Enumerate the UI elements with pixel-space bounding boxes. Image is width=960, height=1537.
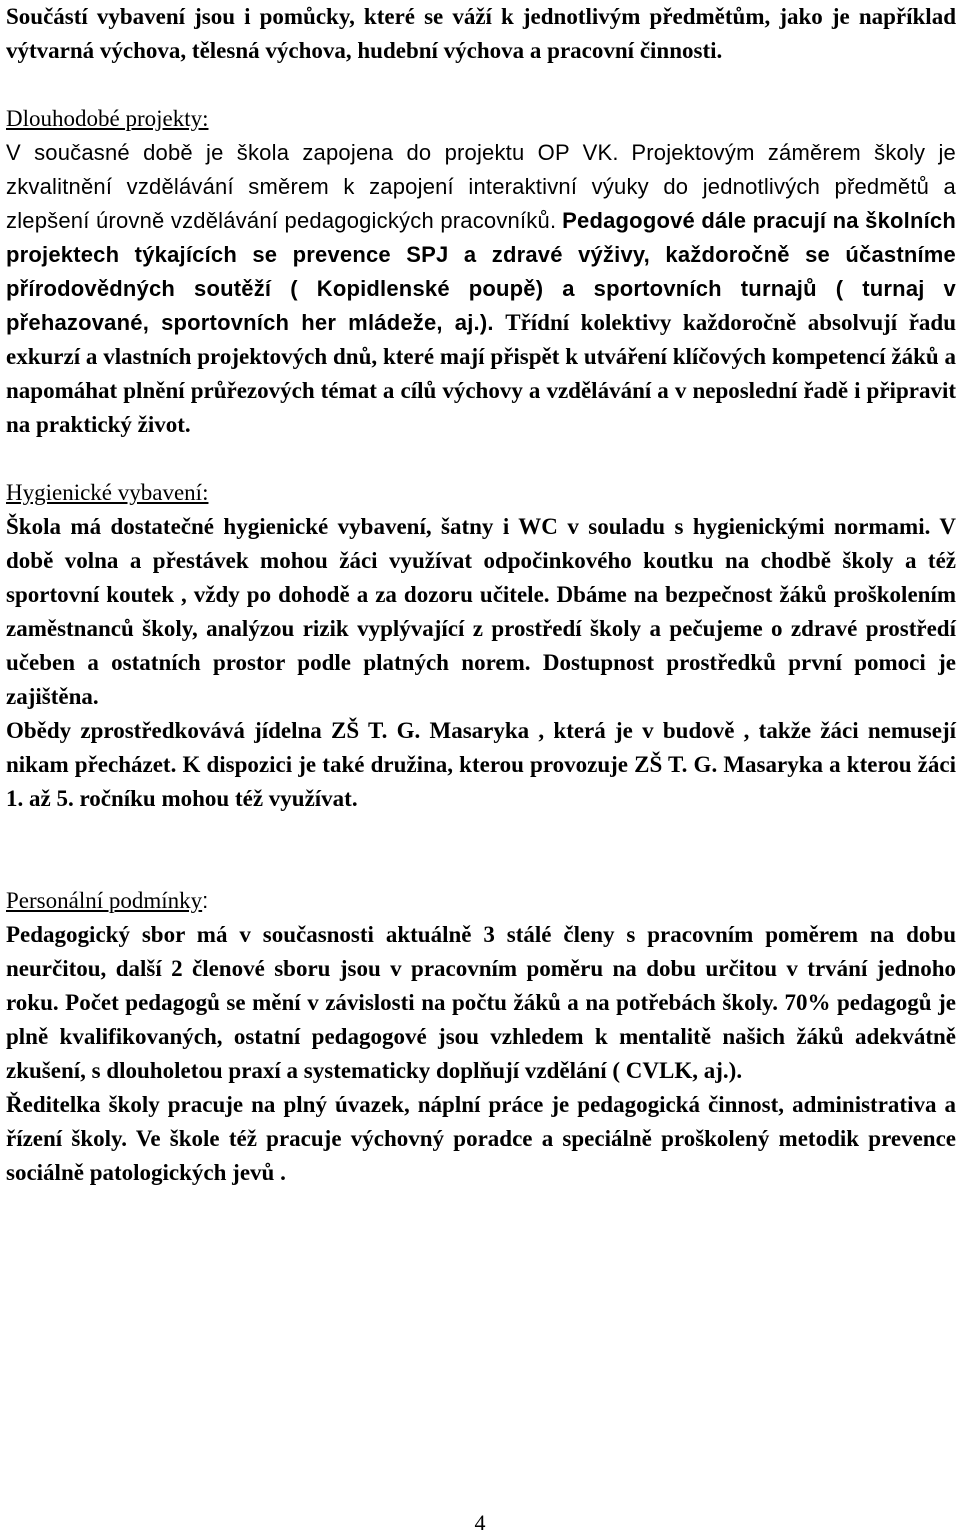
intro-paragraph: Součástí vybavení jsou i pomůcky, které se váží k jednotlivým předmětům, jako je například výtvarná výchova, tělesná výchova, hudební výchova a pracovní činnosti. — [6, 4, 956, 63]
hygiene-heading: Hygienické vybavení: — [6, 480, 209, 505]
personnel-heading-line — [6, 884, 956, 918]
projects-paragraph — [6, 136, 956, 442]
projects-sentence-3: Pedagogové dále pracují na školních projektech týkajících se prevence SPJ a zdravé výživy, každoročně se účastníme přírodovědných soutěží ( Kopidlenské poupě) a sportovních turnajů ( turnaj v přehazované, sportovních her mládeže, aj.). — [6, 208, 957, 335]
personnel-heading: Personální podmínky — [6, 888, 203, 913]
hygiene-paragraph-2: Obědy zprostředkovává jídelna ZŠ T. G. Masaryka , která je v budově , takže žáci nemusejí nikam přecházet. K dispozici je také družina, kterou provozuje ZŠ T. G. Masaryka a kterou žáci 1. až 5. ročníku mohou též využívat. — [6, 718, 956, 811]
personnel-heading-colon: : — [202, 888, 209, 913]
projects-sentence-2: Projektovým záměrem školy je zkvalitnění vzdělávání směrem k zapojení interaktivní výuky do jednotlivých předmětů a zlepšení úrovně vzdělávání pedagogických pracovníků. — [6, 140, 956, 233]
spacer — [6, 68, 956, 102]
spacer — [6, 816, 956, 884]
projects-sentence-1: V současné době je škola zapojena do projektu OP VK. — [6, 140, 619, 165]
spacer — [6, 442, 956, 476]
projects-heading: Dlouhodobé projekty: — [6, 106, 209, 131]
projects-sentence-4: Třídní kolektivy každoročně absolvují řadu exkurzí a vlastních projektových dnů, které mají přispět k utváření klíčových kompetencí žáků a napomáhat plnění průřezových témat a cílů výchovy a vzdělávání a v neposlední řadě i připravit na praktický život. — [6, 310, 957, 437]
document-page — [6, 0, 956, 1190]
hygiene-paragraph-1: Škola má dostatečné hygienické vybavení, šatny i WC v souladu s hygienickými normami. V době volna a přestávek mohou žáci využívat odpočinkového koutku na chodbě školy a též sportovní koutek , vždy po dohodě a za dozoru učitele. Dbáme na bezpečnost žáků proškolením zaměstnanců školy, analýzou rizik vyplývající z prostředí školy a pečujeme o zdravé prostředí učeben a ostatních prostor podle platných norem. Dostupnost prostředků první pomoci je zajištěna. — [6, 514, 956, 709]
personnel-paragraph-1: Pedagogický sbor má v současnosti aktuálně 3 stálé členy s pracovním poměrem na dobu neurčitou, další 2 členové sboru jsou v pracovním poměru na dobu určitou v trvání jednoho roku. Počet pedagogů se mění v závislosti na počtu žáků a na potřebách školy. 70% pedagogů je plně kvalifikovaných, ostatní pedagogové jsou vzhledem k mentalitě našich žáků adekvátně zkušení, s dlouholetou praxí a systematicky doplňují vzdělání ( CVLK, aj.). — [6, 922, 956, 1083]
personnel-paragraph-2: Ředitelka školy pracuje na plný úvazek, náplní práce je pedagogická činnost, administrativa a řízení školy. Ve škole též pracuje výchovný poradce a speciálně proškolený metodik prevence sociálně patologických jevů . — [6, 1092, 956, 1185]
page-number: 4 — [474, 1510, 486, 1535]
